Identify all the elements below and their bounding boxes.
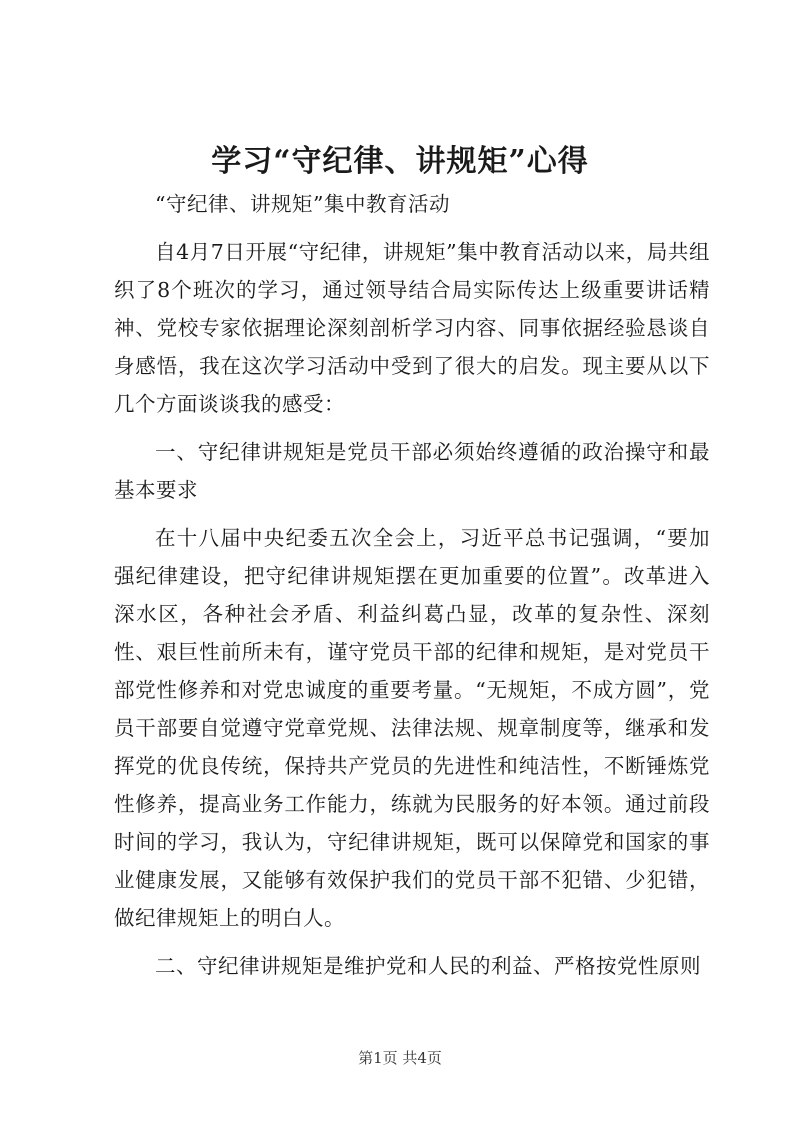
section-heading-2: 二、守纪律讲规矩是维护党和人民的利益、严格按党性原则 <box>155 954 701 978</box>
document-subtitle: “守纪律、讲规矩”集中教育活动 <box>155 192 450 216</box>
document-title: 学习“守纪律、讲规矩”心得 <box>211 144 589 179</box>
page-footer: 第1页 共4页 <box>358 1049 442 1067</box>
section-heading-1: 一、守纪律讲规矩是党员干部必须始终遵循的政治操守和最基本要求 <box>114 440 710 502</box>
paragraph-section-1: 在十八届中央纪委五次全会上，习近平总书记强调，“要加强纪律建设，把守纪律讲规矩摆在更加重要的位置”。改革进入深水区，各种社会矛盾、利益纠葛凸显，改革的复杂性、深刻性、艰巨性前所未有，谨守党员干部的纪律和规矩，是对党员干部党性修养和对党忠诚度的重要考量。“无规矩，不成方圆”，党员干部要自觉遵守党章党规、法律法规、规章制度等，继承和发挥党的优良传统，保持共产党员的先进性和纯洁性，不断锤炼党性修养，提高业务工作能力，练就为民服务的好本领。通过前段时间的学习，我认为，守纪律讲规矩，既可以保障党和国家的事业健康发展，又能够有效保护我们的党员干部不犯错、少犯错，做纪律规矩上的明白人。 <box>114 526 710 930</box>
paragraph-intro: 自4月7日开展“守纪律，讲规矩”集中教育活动以来，局共组织了8个班次的学习，通过领导结合局实际传达上级重要讲话精神、党校专家依据理论深刻剖析学习内容、同事依据经验恳谈自身感悟，我在这次学习活动中受到了很大的启发。现主要从以下几个方面谈谈我的感受： <box>114 240 710 416</box>
document-body <box>114 185 710 985</box>
